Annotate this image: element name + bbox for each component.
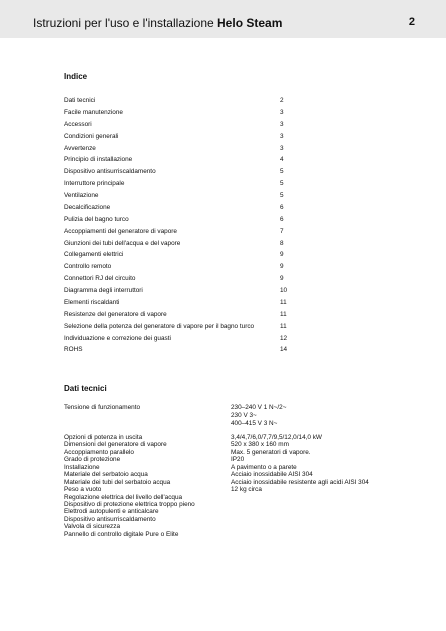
toc-item-title: Accoppiamenti del generatore di vapore <box>64 227 177 235</box>
spec-row <box>64 516 394 523</box>
toc-item-page: 7 <box>280 227 284 235</box>
toc-item[interactable] <box>64 346 290 358</box>
spec-value: 230–240 V 1 N~/2~ <box>231 404 287 411</box>
toc-item-page: 5 <box>280 180 284 188</box>
spec-row <box>64 523 394 530</box>
toc-item-page: 9 <box>280 275 284 283</box>
toc-item[interactable] <box>64 323 290 335</box>
spec-label: Elettrodi autopulenti e anticalcare <box>64 508 159 516</box>
spec-label: Materiale del serbatoio acqua <box>64 471 148 479</box>
toc-item-page: 5 <box>280 192 284 199</box>
toc-item[interactable] <box>64 311 290 323</box>
toc-item-page: 9 <box>280 263 284 271</box>
toc-item-title: Individuazione e correzione dei guasti <box>64 334 171 342</box>
spec-row <box>64 456 394 463</box>
toc-item-page: 6 <box>280 203 284 211</box>
toc-item-page: 2 <box>280 97 284 104</box>
toc-item-page: 3 <box>280 108 284 116</box>
document-title-product: Helo Steam <box>217 16 283 30</box>
toc-item-page: 11 <box>280 322 287 330</box>
spec-value: 520 x 380 x 160 mm <box>231 441 289 449</box>
spec-row <box>64 479 394 486</box>
spec-label: Regolazione elettrica del livello dell'acqua <box>64 493 183 501</box>
page-number: 2 <box>408 16 415 28</box>
toc-item-title: Controllo remoto <box>64 263 112 271</box>
toc-item-title: Avvertenze <box>64 144 96 152</box>
toc-item-title: Selezione della potenza del generatore di vapore per il bagno turco <box>64 322 255 330</box>
spec-row <box>64 494 394 501</box>
spec-value: 12 kg circa <box>231 486 262 494</box>
table-of-contents <box>64 97 290 358</box>
toc-item-page: 14 <box>280 346 288 354</box>
toc-item-title: Collegamenti elettrici <box>64 251 124 259</box>
toc-item[interactable] <box>64 133 290 145</box>
voltage-values <box>231 404 286 428</box>
toc-item-page: 3 <box>280 132 284 140</box>
spec-label: Installazione <box>64 463 100 471</box>
toc-item-page: 3 <box>280 120 284 128</box>
toc-item[interactable] <box>64 251 290 263</box>
toc-item-page: 9 <box>280 251 284 259</box>
toc-item[interactable] <box>64 168 290 180</box>
toc-item[interactable] <box>64 121 290 133</box>
spec-label: Opzioni di potenza in uscita <box>64 434 143 441</box>
spec-value: Max. 5 generatori di vapore. <box>231 448 311 456</box>
spec-value: 400–415 V 3 N~ <box>231 420 278 427</box>
toc-item-page: 8 <box>280 239 284 247</box>
spec-row <box>64 434 394 441</box>
document-title <box>33 16 282 30</box>
toc-item-title: Diagramma degli interruttori <box>64 287 143 294</box>
spec-row <box>64 449 394 456</box>
toc-item-title: Pulizia del bagno turco <box>64 215 129 223</box>
toc-item[interactable] <box>64 287 290 299</box>
toc-item-title: Condizioni generali <box>64 132 119 140</box>
toc-item-title: Resistenze del generatore di vapore <box>64 310 167 318</box>
spec-label: Tensione di funzionamento <box>64 404 141 411</box>
spec-value: 230 V 3~ <box>231 412 257 419</box>
spec-label: Peso a vuoto <box>64 486 102 494</box>
spec-value: 3,4/4,7/6,0/7,7/9,5/12,0/14,0 kW <box>231 434 322 441</box>
toc-item-page: 11 <box>280 298 287 306</box>
toc-item[interactable] <box>64 299 290 311</box>
spec-value: IP20 <box>231 456 245 464</box>
spec-label: Materiale dei tubi del serbatoio acqua <box>64 478 171 486</box>
toc-item[interactable] <box>64 156 290 168</box>
spec-value: Acciaio inossidabile resistente agli acidi AISI 304 <box>231 478 369 486</box>
spec-label: Valvola di sicurezza <box>64 523 121 531</box>
toc-item-title: ROHS <box>64 346 83 354</box>
toc-item[interactable] <box>64 216 290 228</box>
spec-row <box>64 486 394 493</box>
spec-row <box>64 531 394 538</box>
toc-item-title: Accessori <box>64 120 92 128</box>
spec-value: A pavimento o a parete <box>231 463 297 471</box>
toc-item[interactable] <box>64 228 290 240</box>
toc-item[interactable] <box>64 263 290 275</box>
technical-data-heading: Dati tecnici <box>64 384 107 393</box>
index-heading: Indice <box>64 72 88 81</box>
toc-item-title: Principio di installazione <box>64 156 133 164</box>
toc-item[interactable] <box>64 335 290 347</box>
toc-item-title: Giunzioni dei tubi dell'acqua e del vapore <box>64 239 181 247</box>
spec-value: Acciaio inossidabile AISI 304 <box>231 471 313 479</box>
toc-item-page: 12 <box>280 334 288 342</box>
specification-list <box>64 434 394 538</box>
toc-item-title: Decalcificazione <box>64 203 111 211</box>
spec-row <box>64 471 394 478</box>
spec-label: Dispositivo antisurriscaldamento <box>64 515 156 523</box>
toc-item-title: Ventilazione <box>64 192 99 199</box>
spec-label: Grado di protezione <box>64 456 121 464</box>
toc-item-page: 6 <box>280 215 284 223</box>
toc-item[interactable] <box>64 240 290 252</box>
spec-row <box>64 464 394 471</box>
spec-label: Accoppiamento parallelo <box>64 448 134 456</box>
toc-item-page: 4 <box>280 156 284 164</box>
toc-item[interactable] <box>64 109 290 121</box>
spec-row <box>64 508 394 515</box>
toc-item-page: 10 <box>280 287 288 294</box>
toc-item-title: Elementi riscaldanti <box>64 298 120 306</box>
toc-item[interactable] <box>64 97 290 109</box>
spec-label: Dispositivo di protezione elettrica troppo pieno <box>64 500 195 508</box>
toc-item[interactable] <box>64 275 290 287</box>
toc-item-title: Dispositivo antisurriscaldamento <box>64 168 156 176</box>
toc-item-title: Dati tecnici <box>64 97 96 104</box>
spec-row <box>64 501 394 508</box>
toc-item[interactable] <box>64 204 290 216</box>
toc-item[interactable] <box>64 180 290 192</box>
spec-label: Dimensioni del generatore di vapore <box>64 441 167 449</box>
toc-item-page: 5 <box>280 168 284 176</box>
spec-row <box>64 441 394 448</box>
toc-item-page: 11 <box>280 310 287 318</box>
toc-item-page: 3 <box>280 144 284 152</box>
toc-item[interactable] <box>64 192 290 204</box>
toc-item-title: Connettori RJ del circuito <box>64 275 136 283</box>
toc-item-title: Facile manutenzione <box>64 108 123 116</box>
document-title-prefix: Istruzioni per l'uso e l'installazione <box>33 16 218 30</box>
spec-label: Pannello di controllo digitale Pure o Elite <box>64 530 179 538</box>
toc-item-title: Interruttore principale <box>64 180 125 188</box>
toc-item[interactable] <box>64 145 290 157</box>
